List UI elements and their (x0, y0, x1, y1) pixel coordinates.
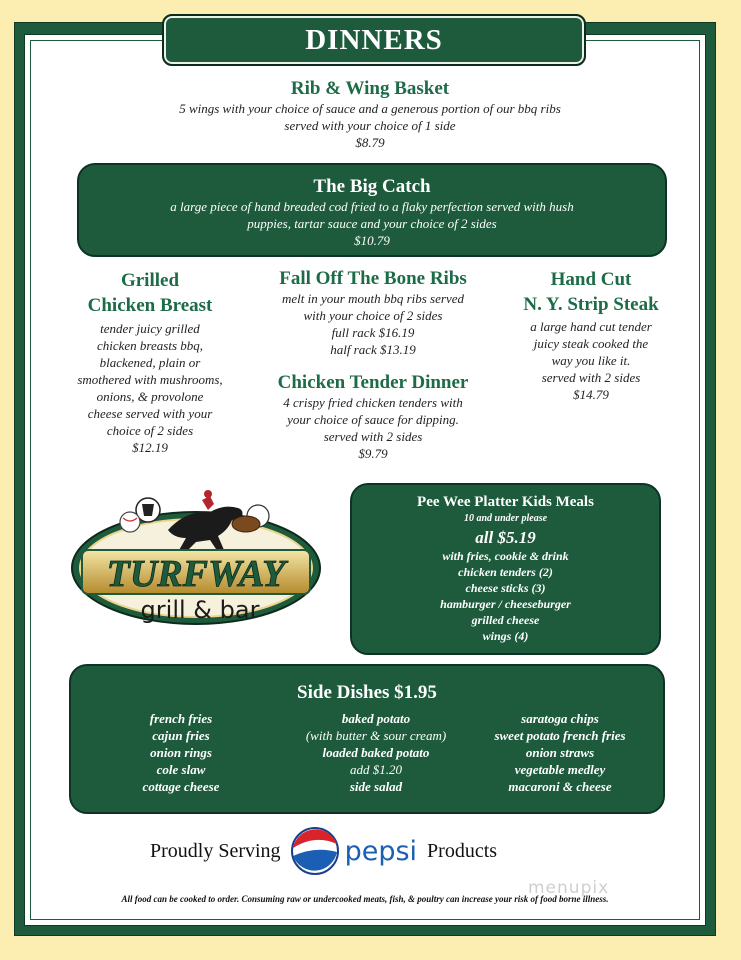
tenders-section (250, 372, 496, 462)
rib-wing-price: $8.79 (355, 135, 385, 150)
kids-meals-item: cheese sticks (3) (465, 581, 546, 595)
kids-meals-item: hamburger / cheeseburger (440, 597, 571, 611)
grilled-chicken-line: choice of 2 sides (106, 423, 194, 438)
kids-meals-item: grilled cheese (471, 613, 540, 627)
grilled-chicken-line: onions, & provolone (96, 389, 204, 404)
kids-meals-item: with fries, cookie & drink (442, 549, 569, 563)
menupix-watermark: menupix (528, 878, 610, 898)
side-dishes-name: Side Dishes $1.95 (297, 682, 437, 703)
side-dishes-box (69, 664, 665, 814)
grilled-chicken-line: chicken breasts bbq, (96, 338, 204, 353)
tenders-name: Chicken Tender Dinner (277, 372, 469, 393)
ribs-line: melt in your mouth bbq ribs served (282, 291, 464, 306)
ribs-line: full rack $16.19 (331, 325, 415, 340)
side-dish-item: add $1.20 (350, 762, 402, 777)
ribs-line: with your choice of 2 sides (303, 308, 443, 323)
side-dish-item: cajun fries (152, 728, 210, 743)
side-dish-item: saratoga chips (521, 711, 599, 726)
grilled-chicken-name: Chicken Breast (87, 295, 213, 316)
steak-section (502, 268, 680, 403)
steak-line: served with 2 sides (541, 370, 641, 385)
grilled-chicken-line: smothered with mushrooms, (77, 372, 223, 387)
side-dish-item: onion straws (525, 745, 595, 760)
big-catch-line: a large piece of hand breaded cod fried to a flaky perfection served with hush (170, 199, 574, 214)
tenders-price: $9.79 (358, 446, 388, 461)
kids-meals-name: Pee Wee Platter Kids Meals (417, 494, 594, 510)
pepsi-globe-icon (289, 826, 341, 876)
tenders-line: 4 crispy fried chicken tenders with (283, 395, 463, 410)
side-dish-item: french fries (149, 711, 213, 726)
side-dish-item: baked potato (341, 711, 411, 726)
side-dish-item: macaroni & cheese (508, 779, 612, 794)
grilled-chicken-name: Grilled (120, 270, 180, 291)
big-catch-name: The Big Catch (313, 176, 431, 197)
side-dishes-columns (71, 710, 663, 795)
grilled-chicken-section (58, 268, 242, 456)
turfway-logo (68, 486, 323, 636)
kids-meals-price: all $5.19 (475, 528, 536, 547)
side-dishes-column-2 (291, 710, 461, 795)
steak-name: N. Y. Strip Steak (523, 294, 659, 315)
side-dish-item: sweet potato french fries (494, 728, 626, 743)
pepsi-brand: pepsi (344, 835, 418, 867)
side-dish-item: (with butter & sour cream) (305, 728, 447, 743)
big-catch-box (77, 163, 667, 257)
side-dishes-column-3 (461, 710, 659, 795)
food-safety-disclaimer: All food can be cooked to order. Consuming raw or undercooked meats, fish, & poultry can increase your risk of food borne illness. (121, 894, 609, 904)
big-catch-price: $10.79 (354, 233, 390, 248)
steak-line: way you like it. (551, 353, 631, 368)
side-dish-item: cole slaw (156, 762, 206, 777)
tenders-line: served with 2 sides (323, 429, 423, 444)
logo-word: TURFWAY (106, 553, 286, 595)
side-dish-item: vegetable medley (514, 762, 606, 777)
steak-name: Hand Cut (550, 269, 632, 290)
steak-line: juicy steak cooked the (533, 336, 649, 351)
steak-price: $14.79 (573, 387, 609, 402)
steak-line: a large hand cut tender (530, 319, 652, 334)
grilled-chicken-line: tender juicy grilled (100, 321, 200, 336)
kids-meals-age: 10 and under please (463, 513, 548, 524)
side-dish-item: loaded baked potato (322, 745, 430, 760)
ribs-section (250, 268, 496, 358)
rib-wing-section (120, 78, 620, 151)
pepsi-line (150, 826, 570, 876)
rib-wing-name: Rib & Wing Basket (290, 78, 450, 99)
page-title: DINNERS (305, 23, 443, 56)
rib-wing-line: served with your choice of 1 side (284, 118, 456, 133)
grilled-chicken-line: cheese served with your (87, 406, 213, 421)
grilled-chicken-price: $12.19 (132, 440, 168, 455)
title-banner (162, 14, 586, 66)
kids-meals-box (350, 483, 661, 655)
side-dishes-column-1 (71, 710, 291, 795)
pepsi-suffix: Products (427, 839, 498, 862)
turfway-logo-graphic (68, 486, 323, 636)
kids-meals-item: chicken tenders (2) (458, 565, 553, 579)
ribs-line: half rack $13.19 (330, 342, 416, 357)
logo-subtitle: grill & bar (140, 596, 260, 624)
big-catch-line: puppies, tartar sauce and your choice of 2 sides (247, 216, 497, 231)
ribs-name: Fall Off The Bone Ribs (279, 268, 467, 289)
side-dish-item: side salad (349, 779, 403, 794)
side-dish-item: cottage cheese (142, 779, 220, 794)
rib-wing-line: 5 wings with your choice of sauce and a generous portion of our bbq ribs (179, 101, 561, 116)
pepsi-prefix: Proudly Serving (150, 839, 281, 862)
kids-meals-item: wings (4) (482, 629, 529, 643)
tenders-line: your choice of sauce for dipping. (287, 412, 459, 427)
grilled-chicken-line: blackened, plain or (99, 355, 201, 370)
side-dish-item: onion rings (150, 745, 212, 760)
